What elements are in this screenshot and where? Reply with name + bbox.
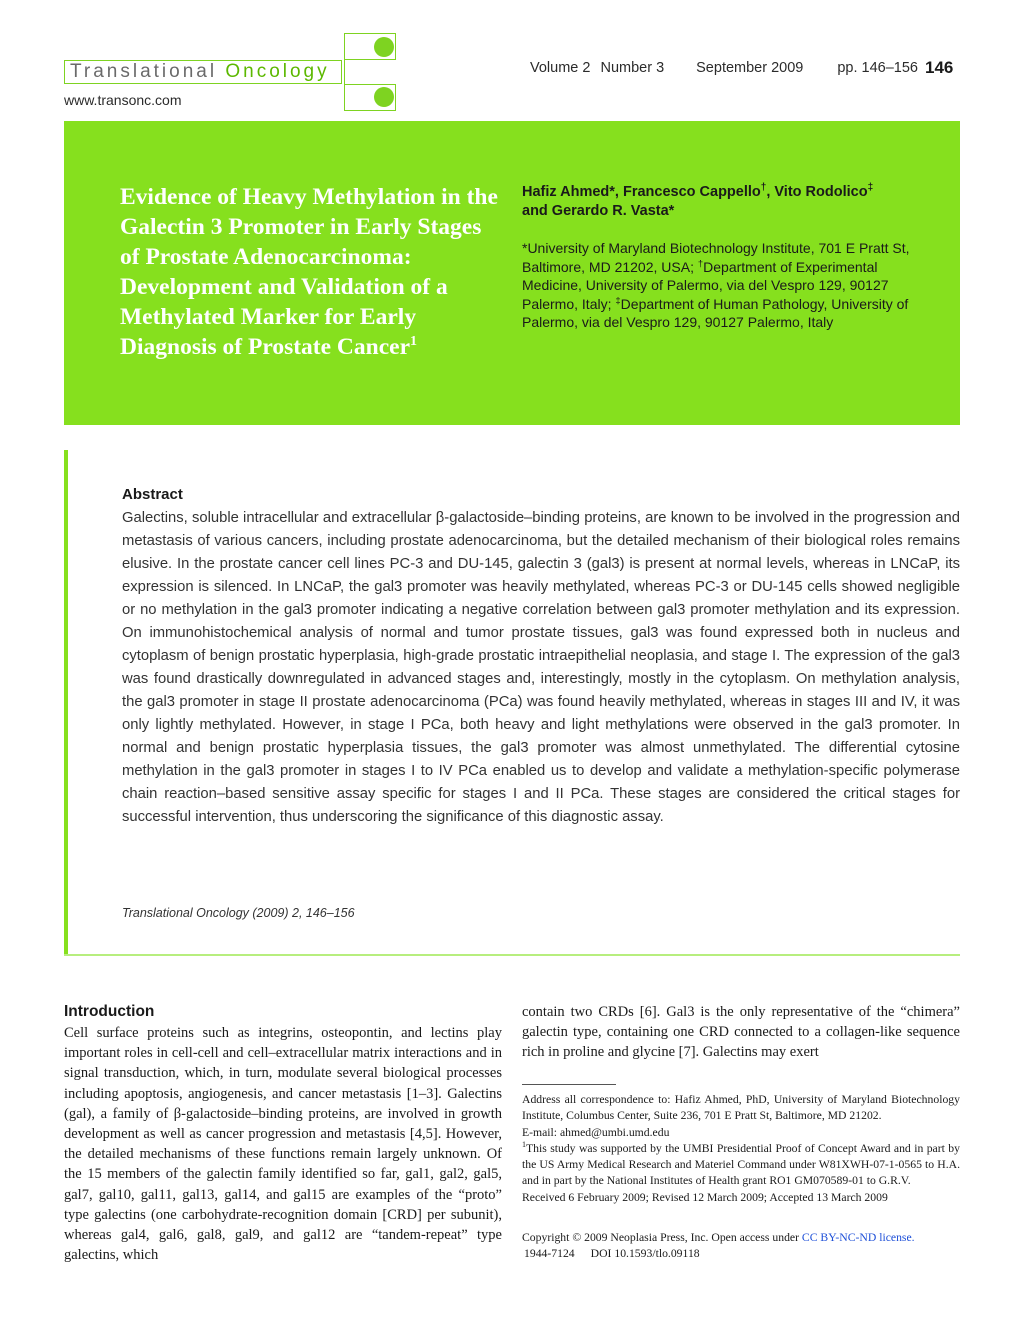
article-title-text: Evidence of Heavy Methylation in the Galectin 3 Promoter in Early Stages of Prostate Adenocarcinoma: Development and Validation of a Methylated Marker for Early Diagnosis of Prostate Cancer: [120, 184, 498, 360]
page-number: 146: [925, 58, 954, 77]
journal-name-part2: Oncology: [225, 61, 330, 82]
page-range: pp. 146–156: [837, 60, 918, 76]
abstract-bottom-rule: [64, 954, 960, 956]
abstract-heading: Abstract: [122, 486, 183, 503]
correspondence-email[interactable]: E-mail: ahmed@umbi.umd.edu: [522, 1125, 670, 1139]
funding-note: [522, 1141, 960, 1190]
issue-info: [530, 60, 918, 76]
footnote-rule: [522, 1084, 616, 1085]
introduction-column-1: Cell surface proteins such as integrins, osteopontin, and lectins play important roles in cell-cell and cell–extracellular matrix interactions and in signal transduction, which, in turn, modulate several biological processes including apoptosis, angiogenesis, and cancer metastasis [1–3]. Galectins (gal), a family of β-galactoside–binding proteins, are involved in growth development as well as cancer progression and metastasis [4,5]. However, the detailed mechanisms of these functions remain largely unknown. Of the 15 members of the galectin family identified so far, gal1, gal2, gal5, gal7, gal10, gal11, gal13, gal14, and gal15 are examples of the “proto” type galectins (one carbohydrate-recognition domain [CRD] per subunit), whereas gal4, gal6, gal8, gal9, and gal12 are “tandem-repeat” type galectins, which: [64, 1025, 502, 1264]
correspondence-address: Address all correspondence to: Hafiz Ahmed, PhD, University of Maryland Biotechnology Institute, Columbus Center, Suite 236, 701 E Pratt St, Baltimore, MD 21202.: [522, 1093, 960, 1123]
author-1: Hafiz Ahmed*, Francesco Cappello: [522, 184, 761, 200]
copyright-block: [522, 1230, 960, 1263]
title-footnote-mark[interactable]: 1: [410, 334, 418, 350]
doi[interactable]: DOI 10.1593/tlo.09118: [590, 1247, 700, 1261]
copyright-text: Copyright © 2009 Neoplasia Press, Inc.: [522, 1231, 709, 1244]
issn: 1944-7124: [524, 1247, 575, 1261]
author-mark-double-dagger: ‡: [867, 182, 874, 194]
author-list: [522, 183, 942, 221]
funding-text: This study was supported by the UMBI Presidential Proof of Concept Award and in part by the US Army Medical Research and Materiel Command under W81XWH-07-1-0565 to H.A. and in part by the National Institutes of Health grant RO1 GM070589-01 to G.R.V.: [522, 1141, 960, 1188]
issue-number: Number 3: [600, 60, 665, 76]
author-2: , Vito Rodolico: [766, 184, 868, 200]
volume: Volume 2: [530, 60, 591, 76]
author-3: and Gerardo R. Vasta*: [522, 203, 675, 219]
license-link[interactable]: CC BY-NC-ND license.: [801, 1231, 915, 1244]
open-access-text: Open access under: [708, 1231, 802, 1244]
introduction-heading: Introduction: [64, 1003, 155, 1020]
affiliation-1: *University of Maryland Biotechnology Institute, 701 E Pratt St, Baltimore, MD 21202, USA;: [522, 240, 910, 275]
abstract-body: Galectins, soluble intracellular and extracellular β-galactoside–binding proteins, are known to be involved in the progression and metastasis of various cancers, including prostate adenocarcinoma, but the detailed mechanism of their biological roles remains elusive. In the prostate cancer cell lines PC-3 and DU-145, galectin 3 (gal3) is present at normal levels, whereas in LNCaP, its expression is silenced. In LNCaP, the gal3 promoter was heavily methylated, whereas PC-3 or DU-145 cells showed negligible or no methylation in the gal3 promoter indicating a negative correlation between gal3 promoter methylation and its expression. On immunohistochemical analysis of normal and tumor prostate tissues, gal3 was found expressed both in nucleus and cytoplasm of benign prostatic hyperplasia, high-grade prostatic intraepithelial neoplasia, and stage I. The expression of the gal3 was found drastically downregulated in advanced stages and, interestingly, mostly in the cytoplasm. On methylation analysis, the gal3 promoter in stage II prostate adenocarcinoma (PCa) was found heavily methylated, whereas in stages III and IV, it was only lightly methylated. However, in stage I PCa, both heavy and light methylations were observed in the gal3 promoter. In normal and benign prostatic hyperplasia tissues, the gal3 promoter was almost unmethylated. The differential cytosine methylation in the gal3 promoter in stages I to IV PCa enabled us to develop and validate a methylation-specific polymerase chain reaction–based sensitive assay specific for stages I and II PCa. These stages are considered the critical stages for successful intervention, thus underscoring the significance of this diagnostic assay.: [122, 510, 960, 825]
journal-name-part1: Translational: [70, 61, 218, 82]
journal-logo: [70, 59, 330, 85]
affiliation-mark-double-dagger: ‡: [615, 294, 621, 306]
received-dates: Received 6 February 2009; Revised 12 March 2009; Accepted 13 March 2009: [522, 1190, 888, 1204]
affiliation-mark-dagger: †: [697, 257, 704, 269]
abstract-accent-bar: [64, 450, 68, 956]
journal-website[interactable]: www.transonc.com: [64, 92, 182, 108]
logo-dot-top: [374, 37, 394, 57]
author-mark-dagger: †: [760, 182, 767, 194]
funding-footnote-mark: 1: [522, 1140, 526, 1149]
affiliation-2: Department of Experimental Medicine, University of Palermo, via del Vespro 129, 90127 Palermo, Italy;: [522, 258, 889, 312]
affiliations: [522, 239, 912, 332]
logo-dot-bottom: [374, 87, 394, 107]
affiliation-3: Department of Human Pathology, University of Palermo, via del Vespro 129, 90127 Palermo, Italy: [522, 295, 909, 330]
article-title: [120, 182, 500, 362]
article-citation: Translational Oncology (2009) 2, 146–156: [122, 906, 355, 920]
introduction-column-2: contain two CRDs [6]. Gal3 is the only representative of the “chimera” galectin type, containing one CRD connected to a collagen-like sequence rich in proline and glycine [7]. Galectins may exert: [522, 1004, 960, 1061]
footnotes: [522, 1092, 960, 1206]
issue-date: September 2009: [696, 60, 804, 76]
